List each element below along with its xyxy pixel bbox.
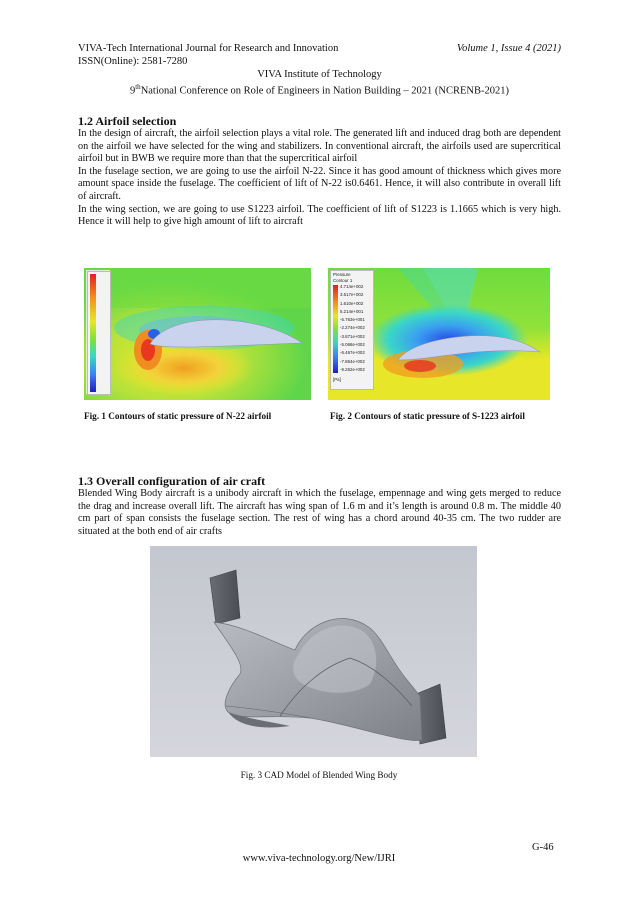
paragraph: In the wing section, we are going to use S1223 airfoil. The coefficient of lift of S1223 is 1.1665 which is very high. Hence it will help to give high amount of lift to aircraft (78, 203, 561, 228)
color-legend (87, 271, 111, 395)
legend-unit: [Pa] (333, 377, 341, 382)
figure-1-caption: Fig. 1 Contours of static pressure of N-22 airfoil (84, 411, 272, 421)
legend-value: -3.871e+002 (340, 333, 365, 339)
legend-value: -7.864e+002 (340, 358, 365, 364)
legend-subtitle: Contour 1 (333, 278, 353, 283)
legend-value: 4.714e+002 (340, 284, 364, 289)
page-number: G-46 (532, 842, 554, 853)
figure-cad-model (150, 546, 477, 757)
legend-colorbar (90, 274, 96, 392)
issn: ISSN(Online): 2581-7280 (78, 56, 188, 67)
conference-title (78, 81, 561, 98)
figure-2-caption: Fig. 2 Contours of static pressure of S-1223 airfoil (330, 411, 525, 421)
paragraph: In the fuselage section, we are going to use the airfoil N-22. Since it has good amount of thickness which gives more amount space inside the fuselage. The coefficient of lift of N-22 is0.6461. Hence, it will also contribute in overall lift of aircraft. (78, 165, 561, 202)
legend-value: -5.068e+002 (340, 342, 365, 348)
n22-contour-plot (84, 268, 311, 400)
figure-n22-contour (84, 268, 311, 400)
legend-value: 5.214e+001 (340, 308, 364, 314)
footer-url[interactable]: www.viva-technology.org/New/IJRI (242, 853, 396, 864)
legend-values (340, 284, 365, 375)
conference-name: National Conference on Role of Engineers in Nation Building – 2021 (NCRENB-2021) (140, 85, 509, 97)
section-heading-airfoil: 1.2 Airfoil selection (78, 114, 177, 128)
legend-title: Pressure (333, 272, 351, 277)
bwb-cad-render (150, 546, 477, 757)
conference-superscript: th (135, 83, 141, 91)
paragraph: In the design of aircraft, the airfoil selection plays a vital role. The generated lift and induced drag both are dependent on the airfoil we have selected for the wing and stabilizers. In conventional aircraft, the airfoils used are supercritical airfoil but in BWB we require more than that the supercritical airfoil (78, 128, 561, 165)
figure-s1223-contour (328, 268, 550, 400)
volume-issue: Volume 1, Issue 4 (2021) (456, 43, 561, 54)
legend-value: 3.517e+002 (340, 292, 364, 298)
figure-3-caption: Fig. 3 CAD Model of Blended Wing Body (240, 770, 398, 780)
journal-title: VIVA-Tech International Journal for Research and Innovation (78, 43, 339, 54)
pressure-colorbar (333, 285, 338, 373)
conference-number: 9 (129, 85, 136, 97)
section-body-configuration (78, 488, 561, 538)
legend-value: -6.467e+002 (340, 350, 365, 356)
legend-value: -9.262e+002 (340, 366, 365, 372)
institute-name: VIVA Institute of Technology (257, 69, 382, 80)
section-heading-configuration: 1.3 Overall configuration of air craft (78, 474, 266, 488)
legend-value: -2.274e+002 (340, 325, 365, 331)
legend-value: 1.610e+002 (340, 300, 364, 306)
paragraph: Blended Wing Body aircraft is a unibody aircraft in which the fuselage, empennage and wing gets merged to reduce the drag and increase overall lift. The aircraft has wing span of 1.6 m and it’s length is around 0.8 m. The middle 40 cm part of span consists the fuselage section. The rest of wing has a chord around 40-35 cm. The two rudder are situated at the both end of air crafts (78, 488, 561, 537)
section-body-airfoil (78, 128, 561, 229)
pressure-legend (330, 270, 374, 390)
legend-value: -6.763e+001 (340, 317, 365, 323)
